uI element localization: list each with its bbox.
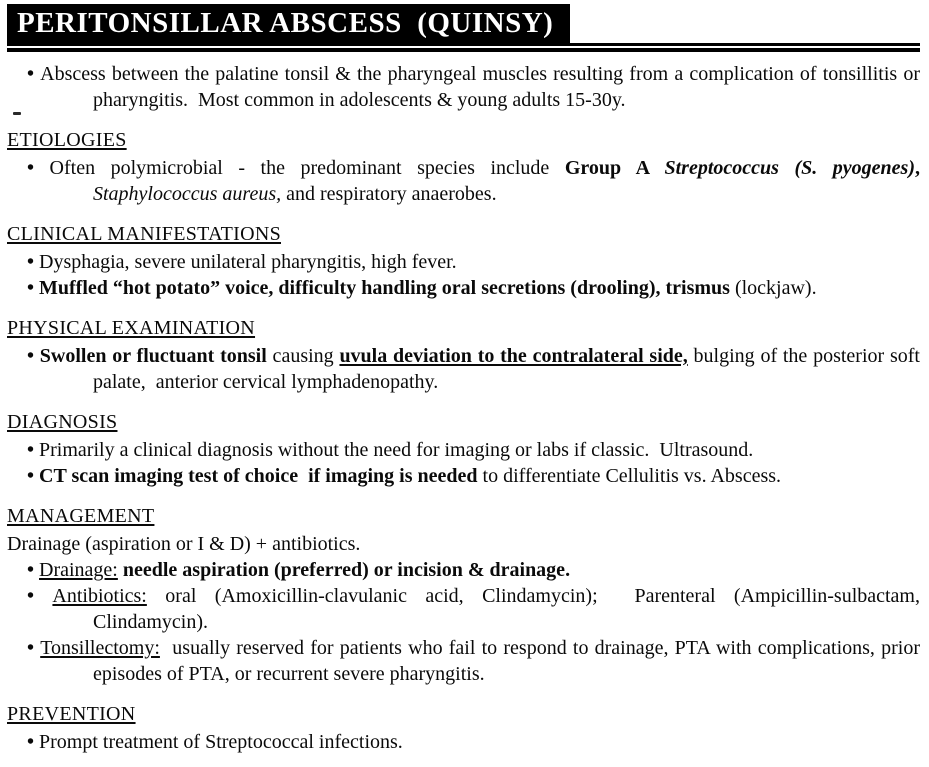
- section-etiologies: [7, 127, 920, 207]
- text-run: Swollen or fluctuant tonsil: [39, 345, 267, 367]
- text-run: Primarily a clinical diagnosis without the need for imaging or labs if classic. Ultrasound.: [39, 439, 754, 461]
- text-run: CT scan imaging test of choice if imaging is needed: [39, 465, 478, 487]
- text-run: oral (Amoxicillin-clavulanic acid, Clindamycin); Parenteral (Ampicillin-sulbactam, Clindamycin).: [93, 585, 920, 633]
- bullet-item: [40, 61, 920, 113]
- section-prevention: [7, 701, 920, 755]
- text-run: Dysphagia, severe unilateral pharyngitis, high fever.: [39, 251, 457, 273]
- section-diagnosis: [7, 409, 920, 489]
- text-run: Prompt treatment of Streptococcal infections.: [39, 731, 403, 753]
- section-clinical-manifestations: [7, 221, 920, 301]
- plain-line: [7, 531, 920, 557]
- text-run: Drainage:: [39, 559, 118, 581]
- text-run: Abscess between the palatine tonsil & the pharyngeal muscles resulting from a complication of tonsillitis or pharyngitis. Most common in adolescents & young adults 15-30y.: [40, 63, 920, 111]
- text-run: needle aspiration (preferred) or incision & drainage.: [117, 559, 571, 581]
- text-run: Group A: [564, 157, 665, 179]
- text-run: usually reserved for patients who fail to respond to drainage, PTA with complications, prior episodes of PTA, or recurrent severe pharyngitis.: [93, 637, 920, 685]
- text-run: Muffled “hot potato” voice, difficulty handling oral secretions (drooling), trismus: [39, 277, 730, 299]
- text-run: Tonsillectomy:: [40, 637, 160, 659]
- title-block: [7, 4, 920, 52]
- text-run: Drainage (aspiration or I & D) + antibiotics.: [7, 533, 361, 555]
- text-run: Staphylococcus aureus,: [93, 183, 282, 205]
- text-run: Antibiotics:: [52, 585, 147, 607]
- text-run: ,: [915, 157, 920, 179]
- bullet-item: [39, 343, 920, 395]
- bullet-item: [49, 155, 920, 207]
- bullet-item: [39, 729, 920, 755]
- text-run: (lockjaw).: [729, 277, 817, 299]
- section-heading-physical-examination: PHYSICAL EXAMINATION: [7, 317, 256, 339]
- text-run: Often polymicrobial - the predominant species include: [49, 157, 565, 179]
- bullet-item: [39, 275, 920, 301]
- section-heading-clinical-manifestations: CLINICAL MANIFESTATIONS: [7, 223, 281, 245]
- document-title: PERITONSILLAR ABSCESS (QUINSY): [7, 4, 570, 45]
- bullet-item: [39, 557, 920, 583]
- text-run: to differentiate Cellulitis vs. Abscess.: [477, 465, 782, 487]
- text-run: and respiratory anaerobes.: [281, 183, 497, 205]
- section-heading-management: MANAGEMENT: [7, 505, 155, 527]
- text-run: uvula deviation to the contralateral side,: [339, 345, 688, 367]
- text-run: bulging of the posterior soft palate, anterior cervical lymphadenopathy.: [93, 345, 920, 393]
- section-heading-diagnosis: DIAGNOSIS: [7, 411, 118, 433]
- section-heading-prevention: PREVENTION: [7, 703, 136, 725]
- section-intro: [7, 61, 920, 113]
- section-heading-etiologies: ETIOLOGIES: [7, 129, 127, 151]
- bullet-item: [39, 249, 920, 275]
- text-run: Streptococcus (S. pyogenes): [664, 157, 915, 179]
- section-physical-examination: [7, 315, 920, 395]
- text-run: causing: [266, 345, 340, 367]
- bullet-item: [40, 635, 920, 687]
- scan-artifact-mark: [13, 112, 21, 115]
- bullet-item: [39, 437, 920, 463]
- section-management: [7, 503, 920, 687]
- bullet-item: [52, 583, 920, 635]
- bullet-item: [39, 463, 920, 489]
